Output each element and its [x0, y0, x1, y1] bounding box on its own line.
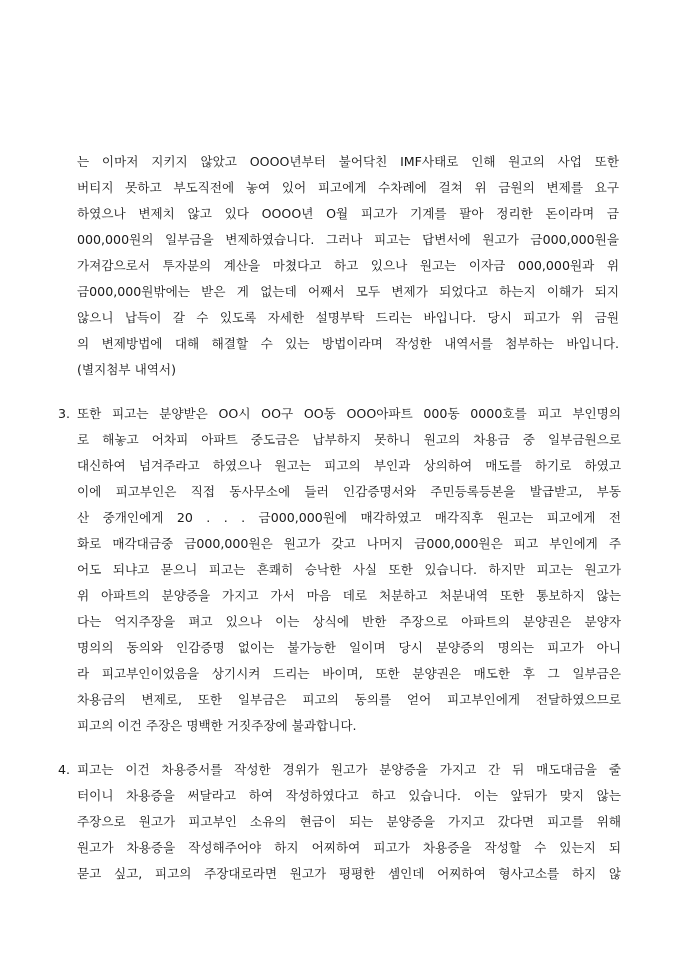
text-line: 피고는 이건 차용증서를 작성한 경위가 원고가 분양증을 가지고 간 뒤 매도대금을 줄 [77, 762, 621, 777]
paragraph-number: 4. [58, 762, 71, 777]
text-line: 000,000원의 일부금을 변제하였습니다. 그러나 피고는 답변서에 원고가 금000,000원을 [77, 232, 619, 247]
text-line: 위 아파트의 분양증을 가지고 가서 마음 데로 처분하고 처분내역 또한 통보하지 않는 [77, 588, 621, 603]
text-line: 않으니 납득이 갈 수 있도록 자세한 설명부탁 드리는 바입니다. 당시 피고가 위 금원 [77, 310, 619, 325]
text-line: 또한 피고는 분양받은 OO시 OO구 OO동 OOO아파트 000동 0000호를 피고 부인명의 [77, 406, 621, 421]
text-line: 차용금의 변제로, 또한 일부금은 피고의 동의를 얻어 피고부인에게 전달하였으므로 [77, 692, 621, 707]
text-line: 금000,000원밖에는 받은 게 없는데 어째서 모두 변제가 되었다고 하는지 이해가 되지 [77, 284, 619, 299]
text-line: 묻고 싶고, 피고의 주장대로라면 원고가 평평한 셈인데 어찌하여 형사고소를 하지 않 [77, 866, 621, 881]
text-line: 의 변제방법에 대해 해결할 수 있는 방법이라며 작성한 내역서를 첨부하는 바입니다. [77, 336, 619, 351]
text-line: 주장으로 원고가 피고부인 소유의 현금이 되는 분양증을 가지고 갔다면 피고를 위해 [77, 814, 621, 829]
paragraph-number: 3. [58, 406, 71, 421]
text-line: 버티지 못하고 부도직전에 놓여 있어 피고에게 수차례에 걸쳐 위 금원의 변제를 요구 [77, 180, 619, 195]
text-line: 로 해놓고 어차피 아파트 중도금은 납부하지 못하니 원고의 차용금 중 일부금원으로 [77, 432, 621, 447]
text-line: 이에 피고부인은 직접 동사무소에 들러 인감증명서와 주민등록등본을 발급받고, 부동 [77, 484, 621, 499]
text-line: 화로 매각대금중 금000,000원은 원고가 갖고 나머지 금000,000원은 피고 부인에게 주 [77, 536, 621, 551]
text-line: 피고의 이건 주장은 명백한 거짓주장에 불과합니다. [77, 718, 357, 733]
text-line: 어도 되냐고 묻으니 피고는 흔쾌히 승낙한 사실 또한 있습니다. 하지만 피고는 원고가 [77, 562, 621, 577]
text-line: 라 피고부인이었음을 상기시켜 드리는 바이며, 또한 분양권은 매도한 후 그 일부금은 [77, 666, 621, 681]
text-line: 대신하여 넘겨주라고 하였으나 원고는 피고의 부인과 상의하여 매도를 하기로 하였고 [77, 458, 621, 473]
text-line: 는 이마저 지키지 않았고 OOOO년부터 불어닥친 IMF사태로 인해 원고의 사업 또한 [77, 154, 619, 169]
text-line: 원고가 차용증을 작성해주어야 하지 어찌하여 피고가 차용증을 작성할 수 있는지 되 [77, 840, 621, 855]
text-line: (별지첨부 내역서) [77, 362, 176, 377]
text-line: 터이니 차용증을 써달라고 하여 작성하였다고 하고 있습니다. 이는 앞뒤가 맞지 않는 [77, 788, 621, 803]
text-line: 하였으나 변제치 않고 있다 OOOO년 O월 피고가 기계를 팔아 정리한 돈이라며 금 [77, 206, 619, 221]
text-line: 다는 억지주장을 펴고 있으나 이는 상식에 반한 주장으로 아파트의 분양권은 분양자 [77, 614, 621, 629]
text-line: 산 중개인에게 20 . . . 금000,000원에 매각하였고 매각직후 원고는 피고에게 전 [77, 510, 621, 525]
text-line: 가져감으로서 투자분의 계산을 마쳤다고 하고 있으나 원고는 이자금 000,000원과 위 [77, 258, 619, 273]
text-line: 명의의 동의와 인감증명 없이는 불가능한 일이며 당시 분양증의 명의는 피고가 아니 [77, 640, 621, 655]
